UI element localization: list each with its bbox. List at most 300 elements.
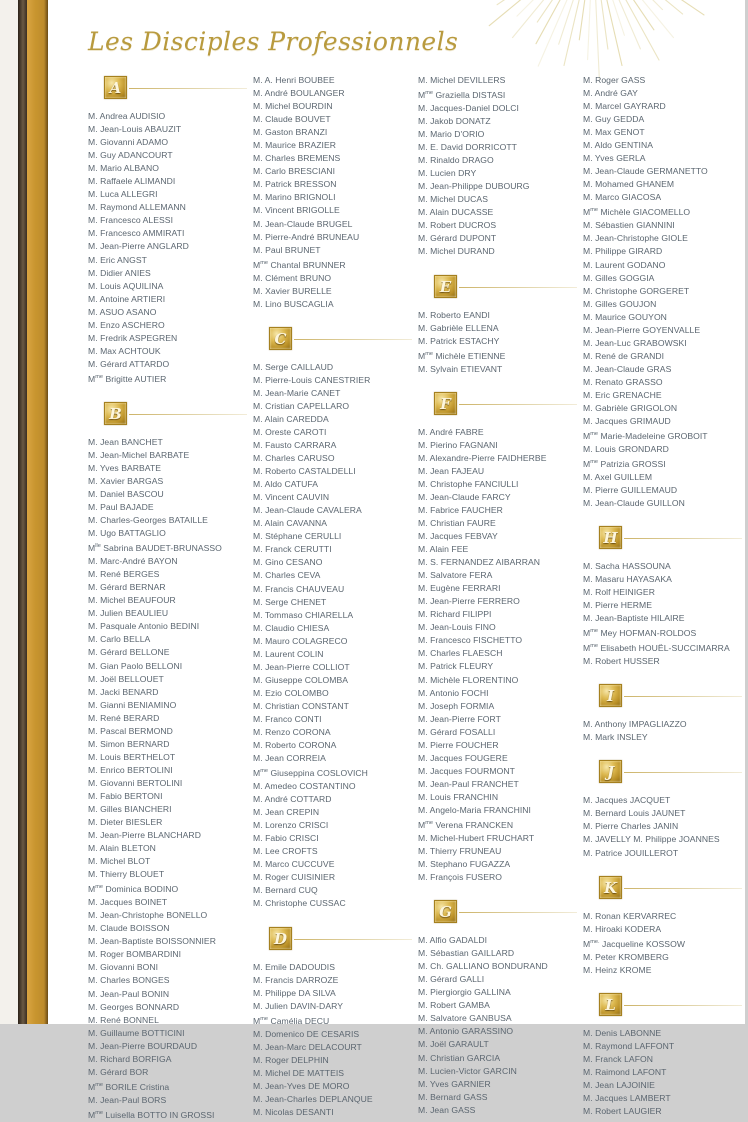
section-divider-rule — [294, 939, 412, 940]
list-item: M. Salvatore FERA — [418, 570, 493, 581]
list-item: M. Stephano FUGAZZA — [418, 859, 511, 870]
letter-section-A — [88, 74, 253, 386]
list-item: M. Richard BORFIGA — [88, 1053, 172, 1064]
name-list — [88, 110, 253, 386]
list-item: $M^{me}$ Patrizia GROSSI — [583, 458, 666, 469]
list-item: M. Bernard GASS — [418, 1091, 488, 1102]
list-item: M. Giovanni BERTOLINI — [88, 777, 183, 788]
list-item: M. Serge CHENET — [253, 596, 327, 607]
list-item: M. Gianni BENIAMINO — [88, 699, 177, 710]
list-item: M. Jean CREPIN — [253, 807, 320, 818]
list-item: M. Fausto CARRARA — [253, 439, 337, 450]
list-item: M. Sébastian GAILLARD — [418, 948, 515, 959]
list-item: M. Jean-Claude FARCY — [418, 491, 511, 502]
list-item: M. Jean GASS — [418, 1104, 476, 1115]
list-item: M. Jean-Paul FRANCHET — [418, 778, 519, 789]
list-item: M. Jean-Pierre ANGLARD — [88, 241, 189, 252]
list-item: M. Jean-Claude CAVALERA — [253, 505, 362, 516]
list-item: M. Eric ANGST — [88, 254, 147, 265]
list-item: M. Fabio CRISCI — [253, 833, 319, 844]
list-item: M. Oreste CAROTI — [253, 426, 327, 437]
list-item: $M^{me}$ Verena FRANCKEN — [418, 819, 514, 830]
list-item: M. Roberto CASTALDELLI — [253, 466, 356, 477]
list-item: M. Charles CEVA — [253, 570, 321, 581]
list-item: M. Charles BREMENS — [253, 153, 341, 164]
list-item: M. Michel-Hubert FRUCHART — [418, 832, 535, 843]
list-item: M. Heinz KROME — [583, 964, 652, 975]
list-item: M. Franck CERUTTI — [253, 544, 332, 555]
list-item: $M^{me}$ Brigitte AUTIER — [88, 373, 167, 384]
list-item: $M^{me}$ Giuseppina COSLOVICH — [253, 768, 368, 779]
list-item: M. Louis FRANCHIN — [418, 791, 499, 802]
name-column-4 — [583, 74, 748, 1116]
list-item: M. Raimond LAFONT — [583, 1066, 667, 1077]
list-item: M. Jean-Claude GERMANETTO — [583, 166, 708, 177]
list-item: M. Fredrik ASPEGREN — [88, 332, 178, 343]
list-item: M. Max ACHTOUK — [88, 345, 161, 356]
list-item: M. Xavier BURELLE — [253, 285, 332, 296]
list-item: M. Mario ALBANO — [88, 163, 159, 174]
list-item: M. Alain CAREDDA — [253, 413, 329, 424]
list-item: M. Jean-Michel BARBATE — [88, 449, 190, 460]
letter-section-continued — [418, 74, 583, 259]
list-item: M. Jean-Pierre GOYENVALLE — [583, 324, 701, 335]
list-item: M. Pierino FAGNANI — [418, 439, 498, 450]
list-item: M. Francesco FISCHETTO — [418, 635, 523, 646]
list-item: M. Jean-Claude GUILLON — [583, 498, 685, 509]
list-item: M. Roger BOMBARDINI — [88, 949, 182, 960]
list-item: $M^{me}$ Graziella DISTASI — [418, 89, 506, 100]
list-item: M. Michel DE MATTEIS — [253, 1067, 345, 1078]
list-item: M. Salvatore GANBUSA — [418, 1013, 512, 1024]
list-item: M. Michel DEVILLERS — [418, 75, 506, 85]
list-item: M. Simon BERNARD — [88, 738, 170, 749]
section-header — [418, 273, 583, 309]
list-item: M. Roger DELPHIN — [253, 1054, 329, 1065]
section-divider-rule — [459, 287, 577, 288]
list-item: M. Emile DADOUDIS — [253, 961, 336, 972]
list-item: M. Aldo CATUFA — [253, 479, 319, 490]
list-item: M. Christian GARCIA — [418, 1052, 501, 1063]
list-item: M. Roberto CORONA — [253, 740, 337, 751]
list-item: M. Renzo CORONA — [253, 727, 331, 738]
list-item: M. Gilles GOGGIA — [583, 272, 655, 283]
section-header — [418, 898, 583, 934]
list-item: M. Jean-Paul BORS — [88, 1094, 167, 1105]
list-item: M. Sylvain ETIEVANT — [418, 363, 503, 374]
list-item: M. Roger GASS — [583, 75, 646, 85]
list-item: M. Alain DUCASSE — [418, 207, 494, 218]
list-item: M. Stéphane CERULLI — [253, 531, 342, 542]
list-item: M. André GAY — [583, 88, 638, 99]
list-item: M. Gérard FOSALLI — [418, 726, 496, 737]
list-item: M. S. FERNANDEZ AIBARRAN — [418, 557, 541, 568]
list-item: M. Christophe GORGERET — [583, 285, 690, 296]
section-divider-rule — [129, 88, 247, 89]
list-item: M. Marco CUCCUVE — [253, 859, 335, 870]
name-list — [583, 718, 748, 744]
list-item: M. Mohamed GHANEM — [583, 179, 675, 190]
list-item: M. Jacques-Daniel DOLCI — [418, 102, 519, 113]
list-item: M. Jean CORREIA — [253, 753, 326, 764]
list-item: M. Bernard Louis JAUNET — [583, 808, 686, 819]
list-item: M. Jean-Christophe BONELLO — [88, 910, 208, 921]
list-item: M. Jean-Paul BONIN — [88, 988, 170, 999]
section-header — [88, 400, 253, 436]
list-item: M. Thierry BLOUET — [88, 869, 165, 880]
list-item: M. Yves GARNIER — [418, 1078, 491, 1089]
list-item: M. Jean-Pierre FERRERO — [418, 596, 520, 607]
list-item: M. Joseph FORMIA — [418, 700, 495, 711]
section-header — [88, 74, 253, 110]
list-item: M. Max GENOT — [583, 127, 645, 138]
list-item: M. Fabio BERTONI — [88, 790, 163, 801]
list-item: M. Jean-Baptiste BOISSONNIER — [88, 936, 216, 947]
list-item: M. Jean-Pierre COLLIOT — [253, 661, 350, 672]
list-item: $M^{me}$ Camélia DECU — [253, 1015, 330, 1026]
list-item: M. René BERARD — [88, 712, 160, 723]
book-spine-shadow — [18, 0, 27, 1024]
name-list — [253, 361, 418, 911]
list-item: M. Vincent CAUVIN — [253, 492, 330, 503]
list-item: M. Pierre-Louis CANESTRIER — [253, 374, 371, 385]
page-left-margin — [0, 0, 18, 1024]
list-item: $M^{me.}$ Jacqueline KOSSOW — [583, 938, 685, 949]
section-divider-rule — [459, 912, 577, 913]
list-item: M. Jean-Louis ABAUZIT — [88, 124, 182, 135]
letter-section-I — [583, 682, 748, 744]
list-item: M. Xavier BARGAS — [88, 475, 164, 486]
list-item: M. Gérard ATTARDO — [88, 358, 170, 369]
section-divider-rule — [294, 339, 412, 340]
list-item: M. Antoine ARTIERI — [88, 293, 166, 304]
list-item: M. Anthony IMPAGLIAZZO — [583, 719, 687, 730]
list-item: M. Francesco ALESSI — [88, 215, 174, 226]
list-item: M. Raffaele ALIMANDI — [88, 176, 176, 187]
list-item: M. Gérard BOR — [88, 1066, 149, 1077]
section-header — [583, 682, 748, 718]
name-list — [583, 74, 748, 510]
list-item: M. Julien DAVIN-DARY — [253, 1000, 343, 1011]
list-item: M. Michel BOURDIN — [253, 101, 333, 112]
name-columns — [88, 74, 748, 1120]
name-list — [253, 74, 418, 311]
list-item: M. Vincent BRIGOLLE — [253, 205, 340, 216]
list-item: M. Jean BANCHET — [88, 436, 163, 447]
list-item: M. Angelo-Maria FRANCHINI — [418, 804, 531, 815]
list-item: M. E. David DORRICOTT — [418, 142, 517, 153]
section-header — [583, 874, 748, 910]
name-list — [583, 910, 748, 977]
list-item: M. Gabrièle ELLENA — [418, 322, 499, 333]
list-item: M. Rinaldo DRAGO — [418, 155, 494, 166]
list-item: M. Georges BONNARD — [88, 1001, 180, 1012]
list-item: M. Alain FEE — [418, 544, 469, 555]
list-item: M. Francis CHAUVEAU — [253, 583, 345, 594]
list-item: M. Antonio GARASSINO — [418, 1026, 514, 1037]
letter-section-H — [583, 524, 748, 668]
list-item: M. Yves GERLA — [583, 153, 646, 164]
list-item: M. Guy GEDDA — [583, 114, 645, 125]
list-item: M. Pierre FOUCHER — [418, 739, 499, 750]
list-item: M. Jean FAJEAU — [418, 465, 485, 476]
letter-section-D — [253, 925, 418, 1119]
list-item: M. Robert LAUGIER — [583, 1105, 662, 1116]
list-item: M. Jean-Philippe DUBOURG — [418, 181, 530, 192]
initial-letter-F: F — [434, 392, 457, 415]
list-item: M. Dieter BIESLER — [88, 817, 163, 828]
list-item: M. Mario D'ORIO — [418, 129, 485, 140]
list-item: M. Gilles BIANCHERI — [88, 804, 172, 815]
initial-letter-C: C — [269, 327, 292, 350]
list-item: M. Franck LAFON — [583, 1053, 653, 1064]
name-list — [253, 961, 418, 1119]
list-item: M. Francis DARROZE — [253, 974, 339, 985]
list-item: M. JAVELLY M. Philippe JOANNES — [583, 834, 720, 845]
list-item: M. Pascal BERMOND — [88, 725, 173, 736]
list-item: M. Louis AQUILINA — [88, 280, 164, 291]
list-item: $M^{me}$ BORILE Cristina — [88, 1081, 170, 1092]
list-item: $M^{me}$ Marie-Madeleine GROBOIT — [583, 430, 708, 441]
list-item: $M^{me}$ Luisella BOTTO IN GROSSI — [88, 1109, 215, 1120]
section-divider-rule — [624, 888, 742, 889]
list-item: M. Claude BOISSON — [88, 923, 170, 934]
section-divider-rule — [624, 772, 742, 773]
list-item: M. Cristian CAPELLARO — [253, 400, 350, 411]
list-item: M. Charles CARUSO — [253, 453, 335, 464]
list-item: M. André FABRE — [418, 426, 484, 437]
list-item: M. Alexandre-Pierre FAIDHERBE — [418, 452, 547, 463]
letter-section-L — [583, 991, 748, 1118]
list-item: M. Masaru HAYASAKA — [583, 574, 672, 585]
list-item: M. Michèle FLORENTINO — [418, 674, 519, 685]
list-item: M. Francesco AMMIRATI — [88, 228, 185, 239]
list-item: M. Patrick ESTACHY — [418, 335, 500, 346]
list-item: M. Paul BRUNET — [253, 244, 321, 255]
list-item: M. Christian CONSTANT — [253, 700, 349, 711]
section-divider-rule — [624, 538, 742, 539]
list-item: M. Gilles GOUJON — [583, 298, 657, 309]
section-divider-rule — [624, 696, 742, 697]
list-item: M. Enrico BERTOLINI — [88, 764, 173, 775]
list-item: M. Gérard BERNAR — [88, 582, 166, 593]
list-item: M. A. Henri BOUBEE — [253, 75, 335, 85]
list-item: $M^{lle}$ Sabrina BAUDET-BRUNASSO — [88, 543, 222, 554]
list-item: M. André BOULANGER — [253, 88, 345, 99]
list-item: M. Giovanni ADAMO — [88, 137, 169, 148]
list-item: M. Maurice GOUYON — [583, 311, 667, 322]
list-item: M. Gérard BELLONE — [88, 647, 170, 658]
list-item: M. Mauro COLAGRECO — [253, 635, 348, 646]
list-item: M. Daniel BASCOU — [88, 489, 164, 500]
name-list — [583, 794, 748, 859]
list-item: M. Eugène FERRARI — [418, 583, 501, 594]
initial-letter-L: L — [599, 993, 622, 1016]
list-item: $M^{me}$ Dominica BODINO — [88, 884, 179, 895]
section-header — [253, 325, 418, 361]
list-item: $M^{me}$ Mey HOFMAN-ROLDOS — [583, 628, 697, 639]
list-item: M. Aldo GENTINA — [583, 140, 653, 151]
section-header — [418, 390, 583, 426]
name-list — [418, 426, 583, 885]
name-list — [418, 309, 583, 376]
list-item: M. Robert HUSSER — [583, 656, 660, 667]
list-item: M. Eric GRENACHE — [583, 389, 662, 400]
list-item: M. Rolf HEINIGER — [583, 587, 655, 598]
list-item: M. Marcel GAYRARD — [583, 101, 666, 112]
list-item: M. Ezio COLOMBO — [253, 687, 329, 698]
list-item: M. Bernard CUQ — [253, 885, 318, 896]
list-item: M. Nicolas DESANTI — [253, 1106, 334, 1117]
list-item: M. Carlo BELLA — [88, 634, 151, 645]
list-item: M. Michel DURAND — [418, 246, 495, 257]
name-list — [418, 74, 583, 259]
letter-section-B — [88, 400, 253, 1122]
list-item: M. Alfio GADALDI — [418, 935, 488, 946]
list-item: M. Jean-Marc DELACOURT — [253, 1041, 362, 1052]
list-item: M. Philippe DA SILVA — [253, 987, 336, 998]
list-item: M. Louis BERTHELOT — [88, 751, 176, 762]
section-divider-rule — [459, 404, 577, 405]
list-item: M. Guy ADANCOURT — [88, 150, 173, 161]
page-content — [48, 0, 745, 1120]
list-item: M. Gino CESANO — [253, 557, 323, 568]
initial-letter-G: G — [434, 900, 457, 923]
letter-section-K — [583, 874, 748, 977]
list-item: M. Julien BEAULIEU — [88, 608, 169, 619]
list-item: M. Renato GRASSO — [583, 376, 663, 387]
list-item: M. Claude BOUVET — [253, 114, 331, 125]
list-item: M. Sébastien GIANNINI — [583, 220, 675, 231]
list-item: M. Ugo BATTAGLIO — [88, 528, 166, 539]
list-item: M. Domenico DE CESARIS — [253, 1028, 360, 1039]
list-item: M. Jacques LAMBERT — [583, 1092, 671, 1103]
list-item: M. Pierre HERME — [583, 600, 653, 611]
list-item: M. André COTTARD — [253, 794, 332, 805]
initial-letter-K: K — [599, 876, 622, 899]
list-item: M. Laurent COLIN — [253, 648, 324, 659]
list-item: M. Didier ANIES — [88, 267, 151, 278]
list-item: M. Jacques FOUGERE — [418, 752, 508, 763]
list-item: M. Gérard DUPONT — [418, 233, 497, 244]
list-item: M. Gérard GALLI — [418, 974, 485, 985]
list-item: M. Patrick FLEURY — [418, 661, 494, 672]
list-item: M. Pierre GUILLEMAUD — [583, 485, 678, 496]
list-item: M. Pierre-André BRUNEAU — [253, 231, 360, 242]
list-item: M. Jacques JACQUET — [583, 795, 671, 806]
list-item: $M^{me}$ Chantal BRUNNER — [253, 259, 346, 270]
list-item: M. Gabrièle GRIGOLON — [583, 403, 678, 414]
list-item: M. Fabrice FAUCHER — [418, 504, 503, 515]
list-item: M. Charles-Georges BATAILLE — [88, 515, 208, 526]
list-item: $M^{me}$ Elisabeth HOUËL-SUCCIMARRA — [583, 643, 730, 654]
initial-letter-D: D — [269, 927, 292, 950]
list-item: M. Pasquale Antonio BEDINI — [88, 621, 200, 632]
list-item: M. René BERGES — [88, 569, 160, 580]
list-item: M. Pierre Charles JANIN — [583, 821, 679, 832]
initial-letter-B: B — [104, 402, 127, 425]
list-item: M. Alain BLETON — [88, 843, 156, 854]
list-item: M. Patrick BRESSON — [253, 179, 337, 190]
name-column-3 — [418, 74, 583, 1115]
list-item: M. Robert GAMBA — [418, 1000, 490, 1011]
list-item: M. Amedeo COSTANTINO — [253, 781, 356, 792]
list-item: M. Jean-Pierre FORT — [418, 713, 501, 724]
list-item: M. Jacki BENARD — [88, 686, 159, 697]
list-item: M. Peter KROMBERG — [583, 951, 669, 962]
list-item: M. Jean-Charles DEPLANQUE — [253, 1093, 373, 1104]
list-item: M. Serge CAILLAUD — [253, 361, 334, 372]
letter-section-E — [418, 273, 583, 376]
list-item: M. Jean-Pierre BLANCHARD — [88, 830, 201, 841]
name-list — [583, 560, 748, 668]
name-list — [88, 436, 253, 1122]
list-item: M. Jean-Claude BRUGEL — [253, 218, 353, 229]
letter-section-continued — [583, 74, 748, 510]
list-item: M. ASUO ASANO — [88, 306, 157, 317]
list-item: M. Lee CROFTS — [253, 846, 318, 857]
list-item: M. Roberto EANDI — [418, 309, 490, 320]
section-header — [583, 524, 748, 560]
list-item: M. Michel BEAUFOUR — [88, 595, 176, 606]
list-item: M. Marco GIACOSA — [583, 192, 662, 203]
list-item: M. Clément BRUNO — [253, 272, 332, 283]
list-item: M. Mark INSLEY — [583, 732, 648, 743]
list-item: M. Jean-Christophe GIOLE — [583, 233, 688, 244]
list-item: M. Michel BLOT — [88, 856, 151, 867]
list-item: M. Jean-Luc GRABOWSKI — [583, 337, 687, 348]
list-item: M. Giuseppe COLOMBA — [253, 674, 349, 685]
list-item: M. Christophe CUSSAC — [253, 898, 346, 909]
section-header — [253, 925, 418, 961]
list-item: M. Sacha HASSOUNA — [583, 561, 671, 572]
list-item: M. Thierry FRUNEAU — [418, 845, 502, 856]
list-item: M. Laurent GODANO — [583, 259, 666, 270]
list-item: M. Giovanni BONI — [88, 962, 159, 973]
list-item: M. Lino BUSCAGLIA — [253, 298, 334, 309]
list-item: M. Philippe GIRARD — [583, 246, 663, 257]
list-item: M. Denis LABONNE — [583, 1027, 662, 1038]
section-header — [583, 991, 748, 1027]
list-item: M. Jacques GRIMAUD — [583, 416, 671, 427]
list-item: M. Robert DUCROS — [418, 220, 497, 231]
list-item: M. François FUSERO — [418, 872, 502, 883]
list-item: M. Charles BONGES — [88, 975, 170, 986]
list-item: M. Luca ALLEGRI — [88, 189, 158, 200]
list-item: M. Michel DUCAS — [418, 194, 488, 205]
list-item: M. Gaston BRANZI — [253, 127, 328, 138]
list-item: M. Claudio CHIESA — [253, 622, 330, 633]
list-item: M. Guillaume BOTTICINI — [88, 1027, 185, 1038]
letter-section-C — [253, 325, 418, 911]
list-item: M. Louis GRONDARD — [583, 444, 669, 455]
list-item: M. Paul BAJADE — [88, 502, 154, 513]
initial-letter-I: I — [599, 684, 622, 707]
list-item: M. Patrice JOUILLEROT — [583, 847, 679, 858]
initial-letter-E: E — [434, 275, 457, 298]
list-item: M. Carlo BRESCIANI — [253, 166, 336, 177]
letter-section-G — [418, 898, 583, 1117]
letter-section-continued — [253, 74, 418, 311]
list-item: M. Ronan KERVARREC — [583, 910, 677, 921]
list-item: M. Tommaso CHIARELLA — [253, 609, 354, 620]
initial-letter-A: A — [104, 76, 127, 99]
list-item: M. Lucien DRY — [418, 168, 477, 179]
list-item: M. Lorenzo CRISCI — [253, 820, 329, 831]
list-item: M. Raymond ALLEMANN — [88, 202, 186, 213]
list-item: M. Hiroaki KODERA — [583, 923, 662, 934]
list-item: M. Joël BELLOUET — [88, 673, 164, 684]
